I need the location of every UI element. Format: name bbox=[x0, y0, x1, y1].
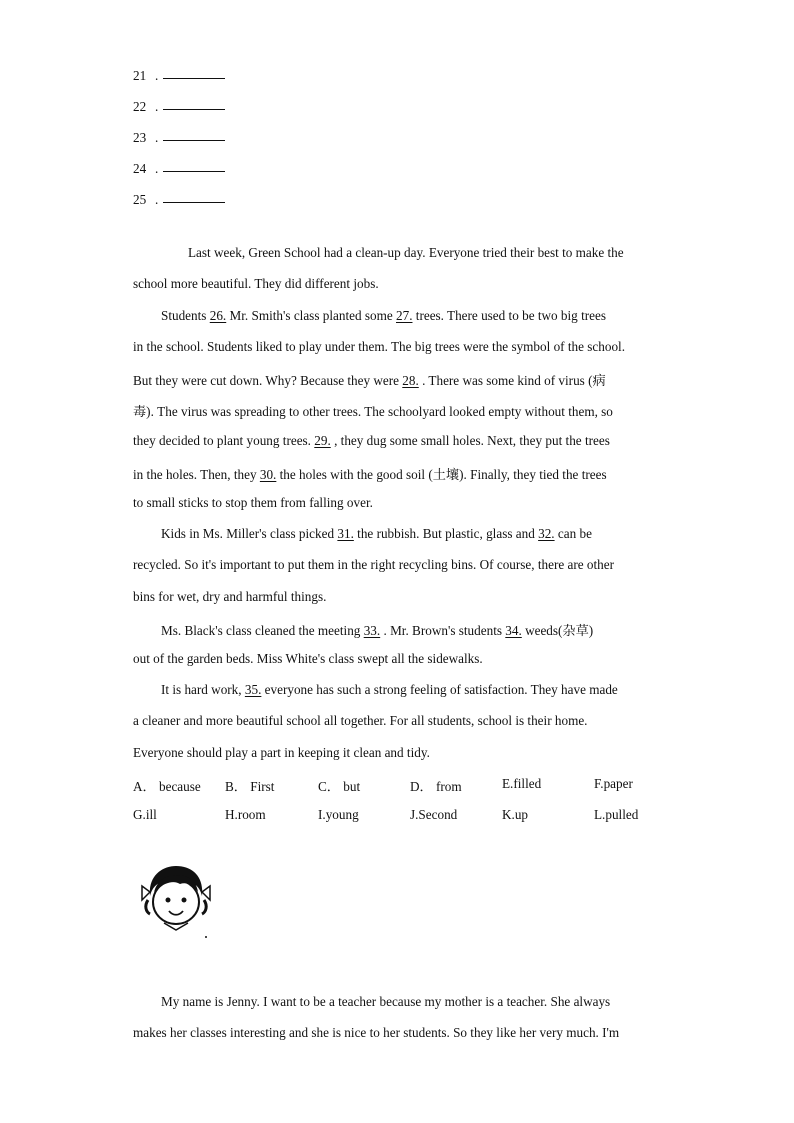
answer-blank[interactable] bbox=[163, 108, 225, 110]
answer-line-21[interactable]: 21 . bbox=[133, 68, 225, 84]
next-passage-line-1: My name is Jenny. I want to be a teacher because my mother is a teacher. She always bbox=[161, 994, 611, 1009]
option-l[interactable]: L.pulled bbox=[594, 807, 639, 822]
passage-p2-line-2: recycled. So it's important to put them in the right recycling bins. Of course, there are other bbox=[133, 557, 615, 572]
passage-p4-line-2: a cleaner and more beautiful school all together. For all students, school is their home. bbox=[133, 713, 588, 728]
blank-26[interactable]: 26. bbox=[209, 308, 227, 323]
passage-p4-line-1: It is hard work, 35. everyone has such a strong feeling of satisfaction. They have made bbox=[161, 682, 618, 697]
girl-illustration bbox=[140, 862, 214, 940]
option-a[interactable]: A． because bbox=[133, 779, 201, 794]
blank-32[interactable]: 32. bbox=[538, 526, 555, 541]
option-f[interactable]: F.paper bbox=[594, 776, 633, 791]
passage-p4-line-3: Everyone should play a part in keeping it clean and tidy. bbox=[133, 745, 430, 760]
passage-p1-line-1: Students 26. Mr. Smith's class planted some 27. trees. There used to be two big trees bbox=[161, 308, 606, 323]
answer-line-24[interactable]: 24 . bbox=[133, 161, 225, 177]
blank-35[interactable]: 35. bbox=[244, 682, 262, 697]
blank-28[interactable]: 28. bbox=[402, 373, 419, 388]
option-d[interactable]: D． from bbox=[410, 779, 462, 794]
option-c[interactable]: C． but bbox=[318, 779, 361, 794]
blank-30[interactable]: 30. bbox=[259, 467, 277, 482]
option-e[interactable]: E.filled bbox=[502, 776, 542, 791]
passage-p3-line-1: Ms. Black's class cleaned the meeting 33. . Mr. Brown's students 34. weeds(杂草) bbox=[161, 623, 594, 638]
passage-p1-line-4: 毒). The virus was spreading to other trees. The schoolyard looked empty without them, so bbox=[133, 404, 613, 419]
answer-blank[interactable] bbox=[163, 139, 225, 141]
blank-33[interactable]: 33. bbox=[363, 623, 381, 638]
option-i[interactable]: I.young bbox=[318, 807, 359, 822]
question-number: 22 bbox=[133, 99, 147, 114]
question-number: 23 bbox=[133, 130, 147, 145]
blank-34[interactable]: 34. bbox=[505, 623, 522, 638]
answer-blank[interactable] bbox=[163, 201, 225, 203]
answer-line-25[interactable]: 25 . bbox=[133, 192, 225, 208]
blank-27[interactable]: 27. bbox=[396, 308, 413, 323]
answer-line-23[interactable]: 23 . bbox=[133, 130, 225, 146]
passage-intro-line-2: school more beautiful. They did different jobs. bbox=[133, 276, 379, 291]
passage-p1-line-6: in the holes. Then, they 30. the holes with the good soil (土壤). Finally, they tied the trees bbox=[133, 467, 607, 482]
passage-p1-line-7: to small sticks to stop them from falling over. bbox=[133, 495, 373, 510]
passage-p2-line-1: Kids in Ms. Miller's class picked 31. the rubbish. But plastic, glass and 32. can be bbox=[161, 526, 592, 541]
passage-p3-line-2: out of the garden beds. Miss White's class swept all the sidewalks. bbox=[133, 651, 483, 666]
option-g[interactable]: G.ill bbox=[133, 807, 157, 822]
answer-blank[interactable] bbox=[163, 77, 225, 79]
passage-p1-line-2: in the school. Students liked to play under them. The big trees were the symbol of the school. bbox=[133, 339, 625, 354]
blank-31[interactable]: 31. bbox=[337, 526, 354, 541]
passage-p1-line-5: they decided to plant young trees. 29. , they dug some small holes. Next, they put the trees bbox=[133, 433, 610, 448]
question-number: 21 bbox=[133, 68, 147, 83]
question-number: 25 bbox=[133, 192, 147, 207]
answer-blank[interactable] bbox=[163, 170, 225, 172]
option-b[interactable]: B． First bbox=[225, 779, 275, 794]
passage-intro-line-1: Last week, Green School had a clean-up day. Everyone tried their best to make the bbox=[188, 245, 624, 260]
answer-line-22[interactable]: 22 . bbox=[133, 99, 225, 115]
option-h[interactable]: H.room bbox=[225, 807, 266, 822]
question-number: 24 bbox=[133, 161, 147, 176]
blank-29[interactable]: 29. bbox=[314, 433, 331, 448]
option-k[interactable]: K.up bbox=[502, 807, 529, 822]
option-j[interactable]: J.Second bbox=[410, 807, 458, 822]
passage-p2-line-3: bins for wet, dry and harmful things. bbox=[133, 589, 327, 604]
passage-p1-line-3: But they were cut down. Why? Because they were 28. . There was some kind of virus (病 bbox=[133, 373, 606, 388]
next-passage-line-2: makes her classes interesting and she is nice to her students. So they like her very much. I'm bbox=[133, 1025, 620, 1040]
